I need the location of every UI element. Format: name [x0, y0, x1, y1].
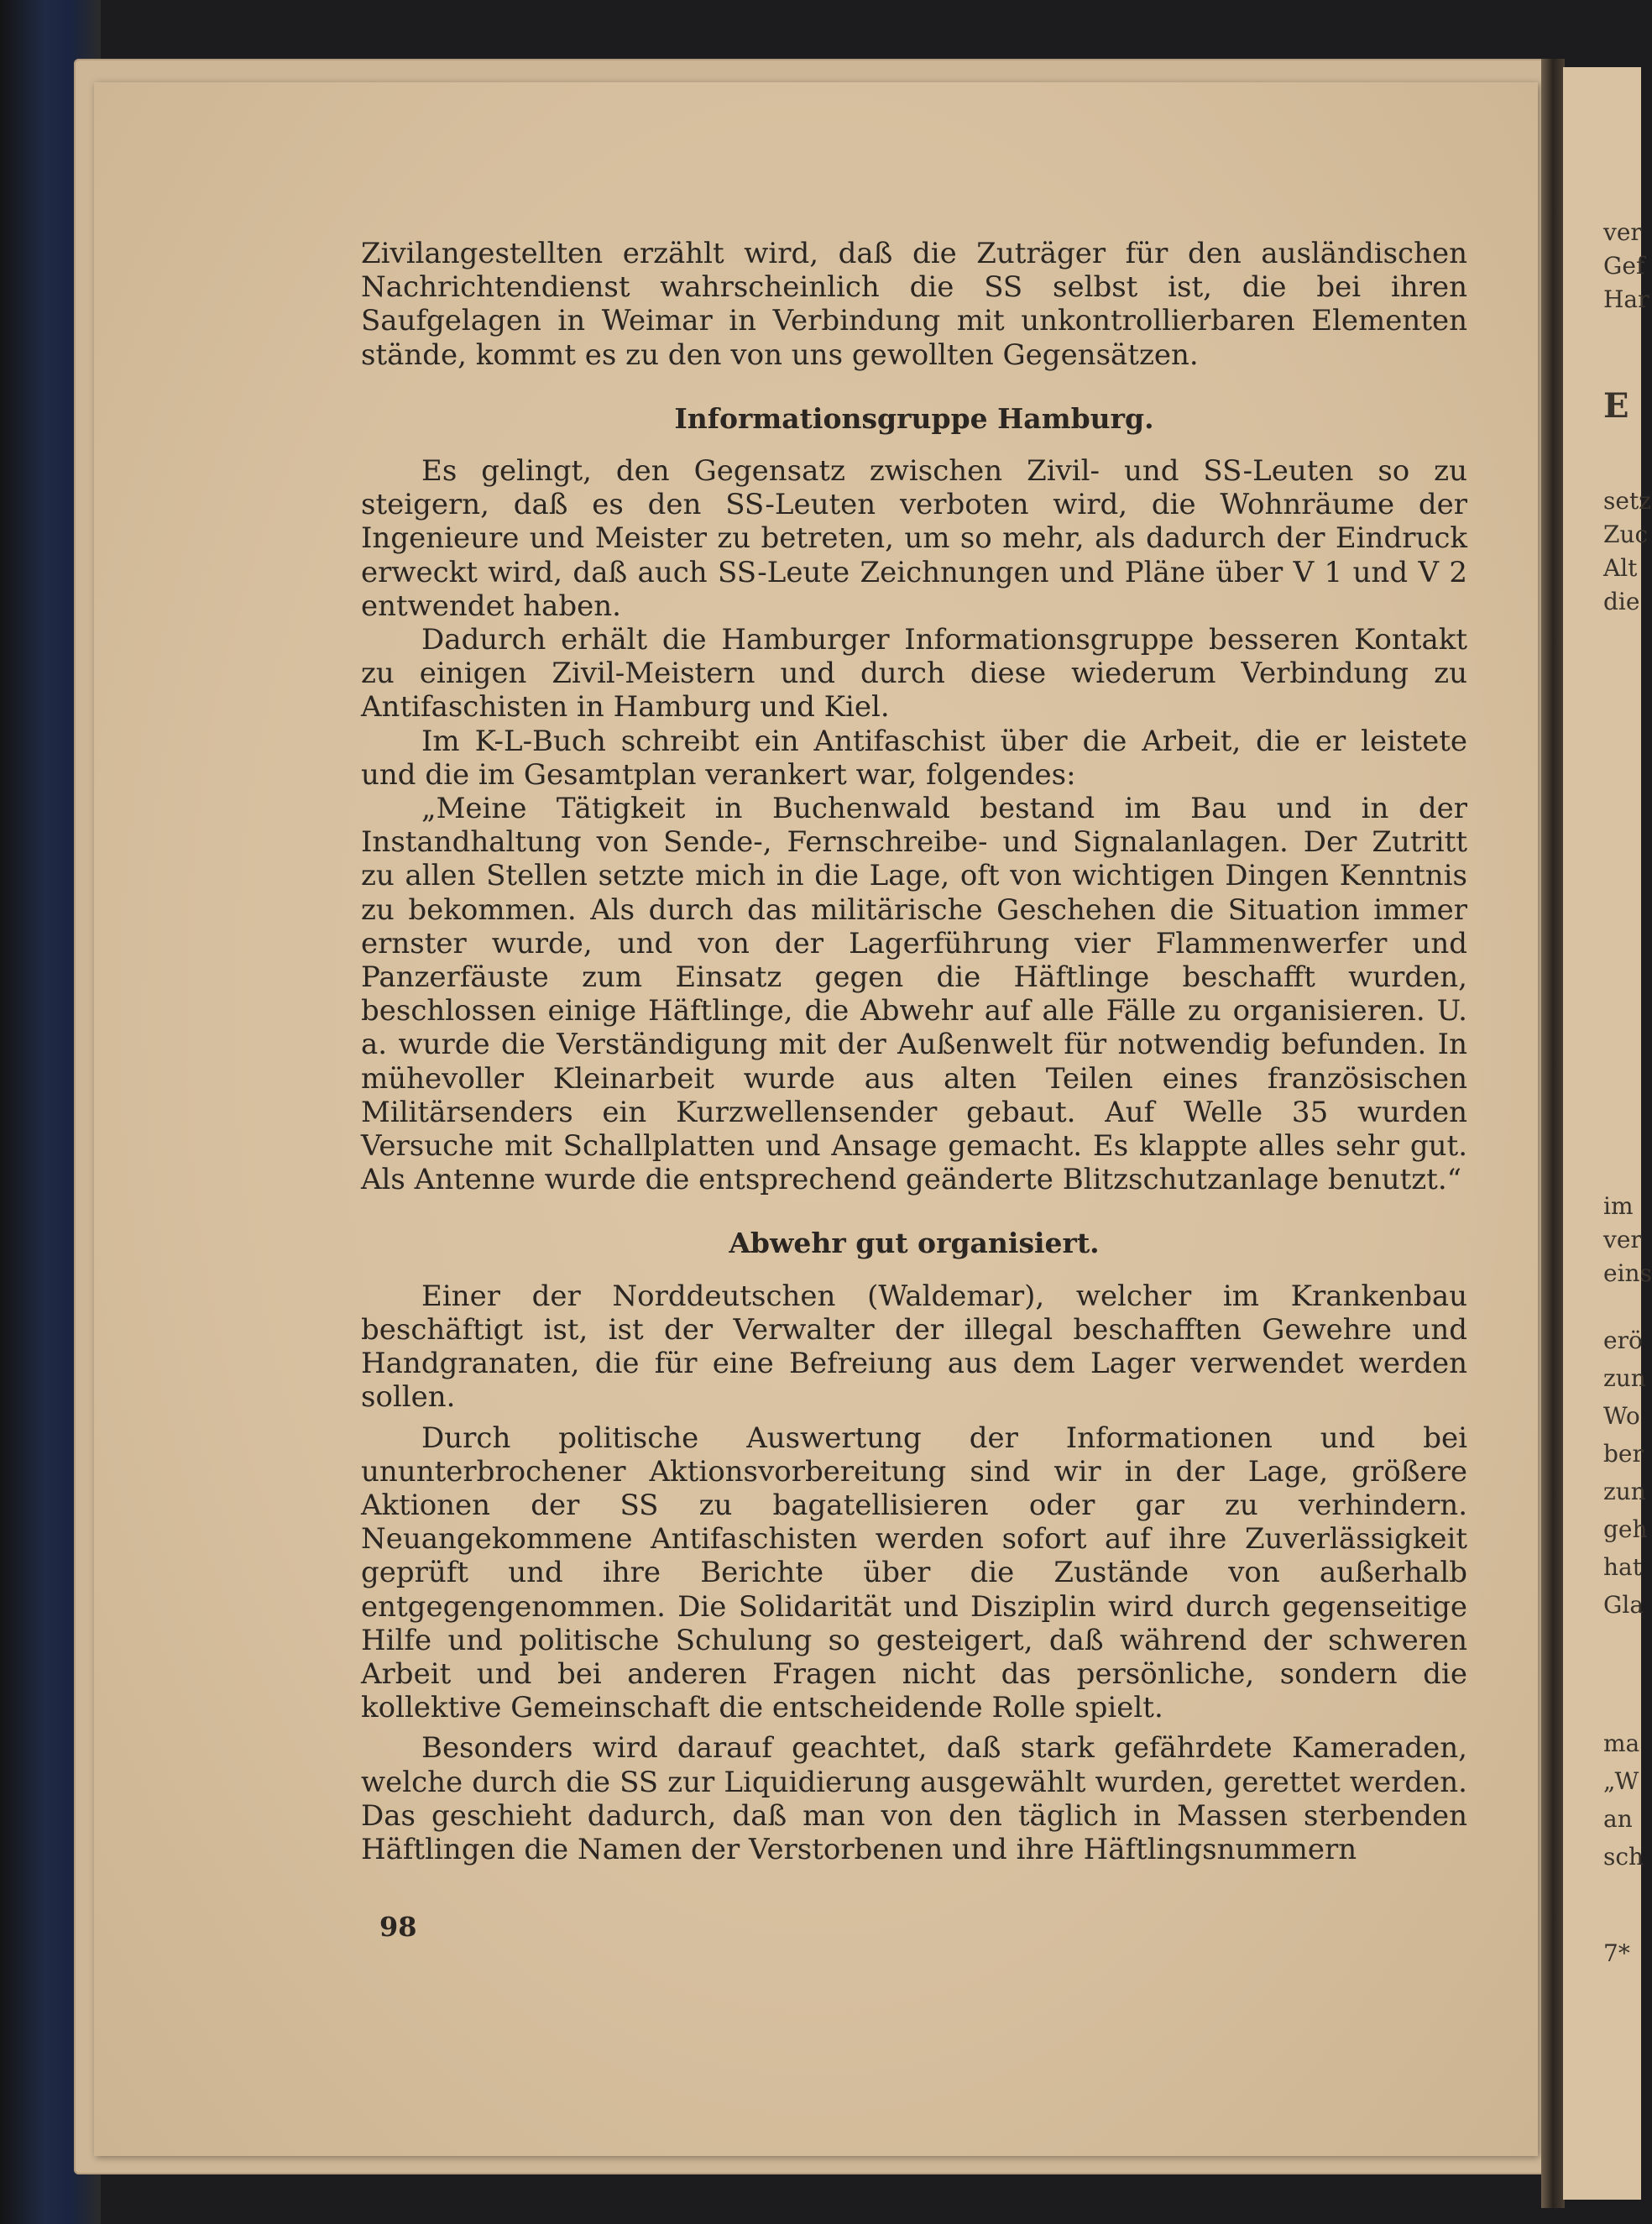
adjacent-page-fragment: Gla — [1603, 1591, 1644, 1619]
adjacent-page-fragment: zun — [1603, 1478, 1646, 1505]
adjacent-page-fragment: hat — [1603, 1553, 1642, 1581]
paragraph: Besonders wird darauf geachtet, daß stark gefährdete Kameraden, welche durch die SS zur Liquidierung ausgewählt wurden, gerettet werden. Das geschieht dadurch, daß man von den täglich in Massen sterbenden Häftlingen die Namen der Verstorbenen und ihre Häftlingsnummern — [361, 1731, 1467, 1866]
adjacent-page-fragment: Har — [1603, 285, 1649, 313]
adjacent-page-fragment: ver — [1603, 1226, 1642, 1253]
adjacent-page-fragment: sch — [1603, 1843, 1644, 1871]
adjacent-page — [1563, 67, 1652, 2200]
adjacent-page-fragment: setz — [1603, 487, 1651, 515]
adjacent-page-fragment: eins — [1603, 1259, 1652, 1287]
section-heading-abwehr: Abwehr gut organisiert. — [729, 1227, 1100, 1260]
adjacent-page-fragment: ber — [1603, 1440, 1644, 1468]
paragraph-intro: Zivilangestellten erzählt wird, daß die Zuträger für den ausländischen Nachrichtendienst wahrscheinlich die SS selbst ist, die bei ihren Saufgelagen in Weimar in Verbindung mit unkontrollierbaren Elementen stände, kommt es zu den von uns gewollten Gegensätzen. — [361, 237, 1467, 372]
page-body — [361, 237, 1467, 1866]
adjacent-page-fragment: „W — [1603, 1767, 1639, 1795]
section-heading-hamburg: Informationsgruppe Hamburg. — [674, 401, 1154, 435]
paragraph: Durch politische Auswertung der Informationen und bei ununterbrochener Aktionsvorbereitung sind wir in der Lage, größere Aktionen der SS zu bagatellisieren oder gar zu verhindern. Neuangekommene Antifaschisten werden sofort auf ihre Zuverlässigkeit geprüft und ihre Berichte über die Zustände von außerhalb entgegengenommen. Die Solidarität und Disziplin wird durch gegenseitige Hilfe und politische Schulung so gesteigert, daß während der schweren Arbeit und bei anderen Fragen nicht das persönliche, sondern die kollektive Gemeinschaft die entscheidende Rolle spielt. — [361, 1421, 1467, 1725]
adjacent-page-fragment: zun — [1603, 1364, 1646, 1392]
adjacent-page-fragment: im — [1603, 1192, 1634, 1220]
paragraph: Im K-L-Buch schreibt ein Antifaschist über die Arbeit, die er leistete und die im Gesamtplan verankert war, folgendes: — [361, 724, 1467, 792]
book-gutter — [1541, 59, 1565, 2208]
adjacent-page-fragment: an — [1603, 1805, 1633, 1833]
paragraph: Dadurch erhält die Hamburger Informationsgruppe besseren Kontakt zu einigen Zivil-Meistern und durch diese wiederum Verbindung zu Antifaschisten in Hamburg und Kiel. — [361, 623, 1467, 725]
adjacent-page-fragment: Alt — [1603, 554, 1638, 582]
adjacent-page-fragment: die — [1603, 588, 1640, 615]
adjacent-page-fragment: Gef — [1603, 252, 1645, 280]
adjacent-page-fragment: geh — [1603, 1515, 1648, 1543]
paragraph: Einer der Norddeutschen (Waldemar), welcher im Krankenbau beschäftigt ist, ist der Verwalter der illegal beschafften Gewehre und Handgranaten, die für eine Befreiung aus dem Lager verwendet werden sollen. — [361, 1279, 1467, 1415]
adjacent-page-fragment: E — [1603, 386, 1629, 426]
adjacent-page-fragment: Zuc — [1603, 521, 1649, 548]
paragraph: Es gelingt, den Gegensatz zwischen Zivil- und SS-Leuten so zu steigern, daß es den SS-Leuten verboten wird, die Wohnräume der Ingenieure und Meister zu betreten, um so mehr, als dadurch der Eindruck erweckt wird, daß auch SS-Leute Zeichnungen und Pläne über V 1 und V 2 entwendet haben. — [361, 454, 1467, 623]
adjacent-page-fragment: ver — [1603, 218, 1642, 246]
block-quote: „Meine Tätigkeit in Buchenwald bestand im Bau und in der Instandhaltung von Sende-, Fernschreibe- und Signalanlagen. Der Zutritt zu allen Stellen setzte mich in die Lage, oft von wichtigen Dingen Kenntnis zu bekommen. Als durch das militärische Geschehen die Situation immer ernster wurde, und von der Lagerführung vier Flammenwerfer und Panzerfäuste zum Einsatz gegen die Häftlinge beschafft wurden, beschlossen einige Häftlinge, die Abwehr auf alle Fälle zu organisieren. U. a. wurde die Verständigung mit der Außenwelt für notwendig befunden. In mühevoller Kleinarbeit wurde aus alten Teilen eines französischen Militärsenders ein Kurzwellensender gebaut. Auf Welle 35 wurden Versuche mit Schallplatten und Ansage gemacht. Es klappte alles sehr gut. Als Antenne wurde die entsprechend geänderte Blitzschutzanlage benutzt.“ — [361, 792, 1467, 1197]
page-number: 98 — [379, 1911, 417, 1943]
adjacent-page-fragment: erö — [1603, 1327, 1643, 1354]
adjacent-page-fragment: 7* — [1603, 1939, 1630, 1967]
adjacent-page-fragment: Wo — [1603, 1402, 1640, 1430]
adjacent-page-fragment: ma — [1603, 1729, 1640, 1757]
